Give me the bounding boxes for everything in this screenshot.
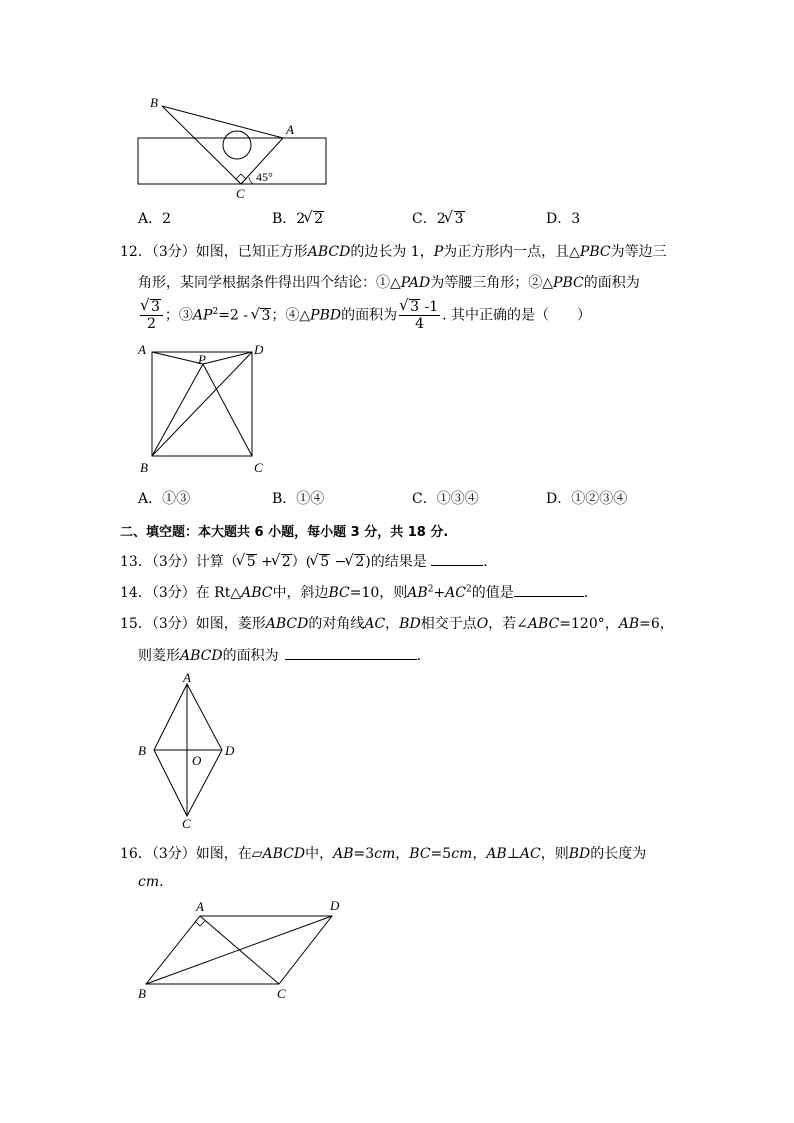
- q11-label-a: A: [286, 122, 294, 137]
- q12-option-c[interactable]: C．①③④: [412, 491, 479, 507]
- q16-label-c: C: [277, 986, 286, 1001]
- q13-line: 13．（3分）计算（√ 5 +√ 2）(√ 5 −√ 2)的结果是 .: [120, 551, 488, 571]
- q12-label-c: C: [254, 460, 263, 475]
- q15-label-o: O: [192, 753, 202, 768]
- q11-option-b[interactable]: B．2√ 2: [272, 208, 324, 228]
- q12-label-p: P: [198, 352, 206, 367]
- q11-option-a[interactable]: A．2: [138, 211, 172, 227]
- q11-angle-label: 45°: [256, 170, 273, 184]
- q16-label-d: D: [330, 898, 340, 913]
- q15-figure: [134, 670, 244, 835]
- q11-option-d[interactable]: D．3: [546, 211, 581, 227]
- q12-label-d: D: [254, 342, 264, 357]
- q12-figure: [136, 340, 276, 480]
- q12-line-2: 角形，某同学根据条件得出四个结论：①△PAD为等腰三角形；②△PBC的面积为: [138, 275, 640, 291]
- q16-label-a: A: [196, 899, 204, 914]
- q15-line-1: 15．（3分）如图，菱形ABCD的对角线AC，BD相交于点O，若∠ABC=120°，AB=6，: [120, 616, 674, 632]
- q16-label-b: B: [138, 986, 146, 1001]
- q14-line: 14．（3分）在 Rt△ABC中，斜边BC=10，则$AB^2+AC^2$的值是 .: [120, 582, 588, 602]
- q15-label-d: D: [225, 743, 235, 758]
- q11-label-b: B: [150, 95, 158, 110]
- q16-line-2: cm.: [138, 874, 164, 890]
- q15-answer-blank[interactable]: [285, 645, 417, 660]
- q16-figure: [134, 896, 354, 1004]
- q12-option-d[interactable]: D．①②③④: [546, 491, 628, 507]
- q12-label-a: A: [138, 342, 146, 357]
- q15-line-2: 则菱形ABCD的面积为 .: [138, 645, 421, 665]
- q15-label-b: B: [138, 743, 146, 758]
- section-fill-in-heading: 二、填空题：本大题共 6 小题，每小题 3 分，共 18 分.: [120, 525, 449, 540]
- q12-line-1: 12．（3分）如图，已知正方形ABCD的边长为 1，P为正方形内一点，且△PBC为等边三: [120, 244, 667, 260]
- q11-figure: [130, 90, 340, 202]
- q11-option-c[interactable]: C．2√ 3: [412, 208, 465, 228]
- q12-label-b: B: [140, 460, 148, 475]
- q12-line-3: √ $\frac{3}{2}$ ；$③AP^2=2$ - √ 3；④△PBD的面积为 √ $\frac{3 -1}{4}$ . 其中正确的是（ ）: [138, 299, 591, 332]
- q15-label-a: A: [183, 670, 191, 685]
- q12-option-a[interactable]: A．①③: [138, 491, 191, 507]
- q14-answer-blank[interactable]: [514, 582, 584, 597]
- q11-label-c: C: [236, 186, 245, 201]
- q13-answer-blank[interactable]: [431, 551, 483, 566]
- q12-option-b[interactable]: B．①④: [272, 491, 325, 507]
- q15-label-c: C: [182, 816, 191, 831]
- q16-line-1: 16．（3分）如图，在▱ABCD中，AB=3cm，BC=5cm，AB⊥AC，则BD的长度为: [120, 846, 647, 862]
